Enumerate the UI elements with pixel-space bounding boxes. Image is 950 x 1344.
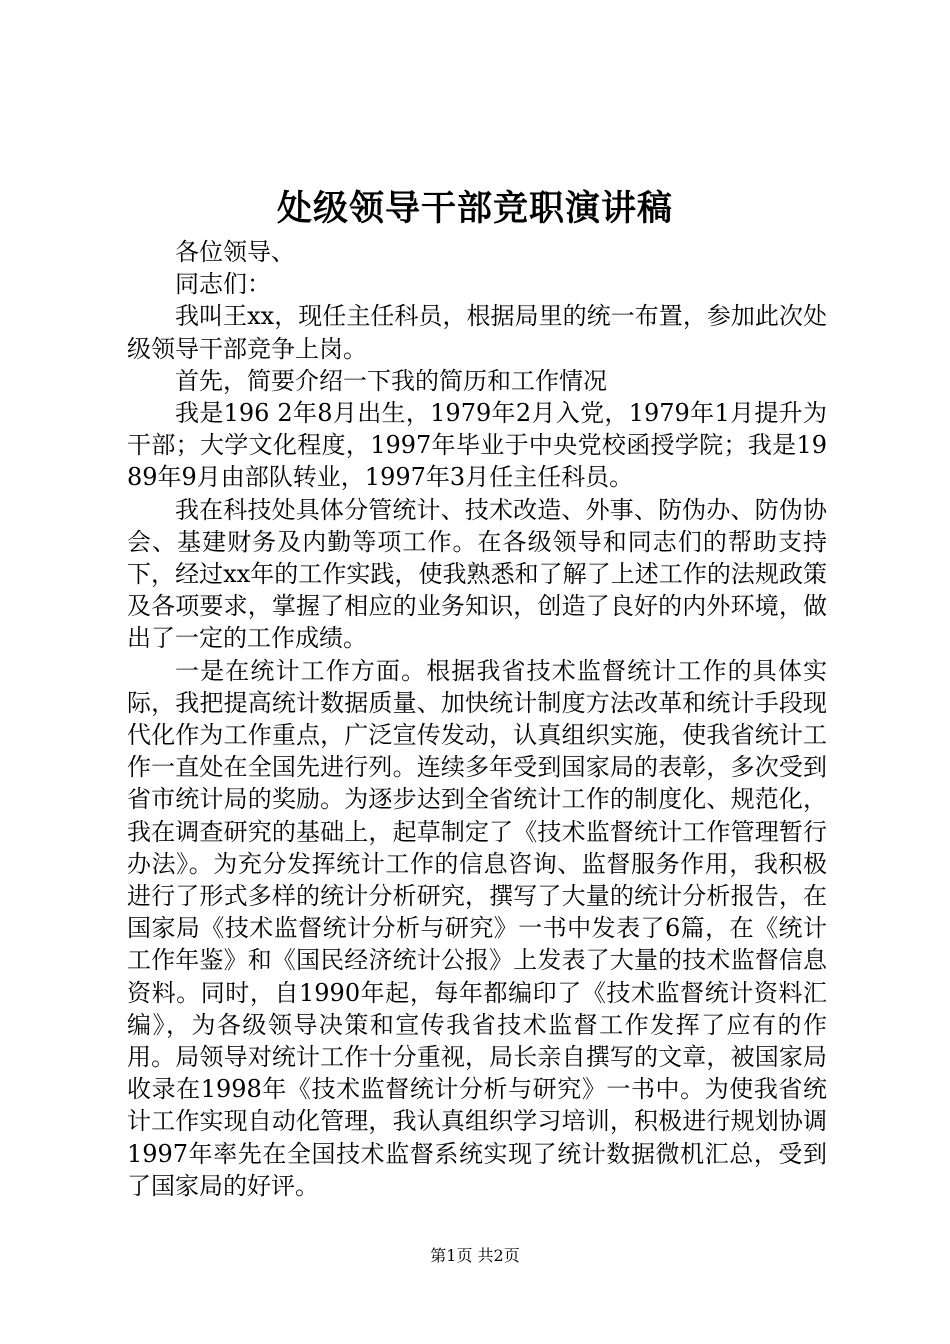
paragraph-statistics-work: 一是在统计工作方面。根据我省技术监督统计工作的具体实际，我把提高统计数据质量、加快统计制度方法改革和统计手段现代化作为工作重点，广泛宣传发动，认真组织实施，使我省统计工作一直处在全国先进行列。连续多年受到国家局的表彰，多次受到省市统计局的奖励。为逐步达到全省统计工作的制度化、规范化，我在调查研究的基础上，起草制定了《技术监督统计工作管理暂行办法》。为充分发挥统计工作的信息咨询、监督服务作用，我积极进行了形式多样的统计分析研究，撰写了大量的统计分析报告，在国家局《技术监督统计分析与研究》一书中发表了6篇，在《统计工作年鉴》和《国民经济统计公报》上发表了大量的技术监督信息资料。同时，自1990年起，每年都编印了《技术监督统计资料汇编》，为各级领导决策和宣传我省技术监督工作发挥了应有的作用。局领导对统计工作十分重视，局长亲自撰写的文章，被国家局收录在1998年《技术监督统计分析与研究》一书中。为使我省统计工作实现自动化管理，我认真组织学习培训，积极进行规划协调1997年率先在全国技术监督系统实现了统计数据微机汇总，受到了国家局的好评。 xyxy=(127,656,827,1200)
salutation-comrades: 同志们： xyxy=(175,270,271,299)
paragraph-resume: 我是196 2年8月出生，1979年2月入党，1979年1月提升为干部；大学文化程度，1997年毕业于中央党校函授学院；我是1989年9月由部队转业，1997年3月任主任科员。 xyxy=(127,399,827,492)
document-title: 处级领导干部竞职演讲稿 xyxy=(276,188,673,229)
paragraph-introduction: 我叫王xx，现任主任科员，根据局里的统一布置，参加此次处级领导干部竞争上岗。 xyxy=(127,302,827,363)
page-footer: 第1页 共2页 xyxy=(430,1246,520,1265)
document-body xyxy=(127,236,827,1202)
paragraph-responsibilities: 我在科技处具体分管统计、技术改造、外事、防伪办、防伪协会、基建财务及内勤等项工作。在各级领导和同志们的帮助支持下，经过xx年的工作实践，使我熟悉和了解了上述工作的法规政策及各项要求，掌握了相应的业务知识，创造了良好的内外环境，做出了一定的工作成绩。 xyxy=(127,495,827,653)
paragraph-resume-heading: 首先，简要介绍一下我的简历和工作情况 xyxy=(175,366,607,395)
salutation-leaders: 各位领导、 xyxy=(175,238,295,266)
